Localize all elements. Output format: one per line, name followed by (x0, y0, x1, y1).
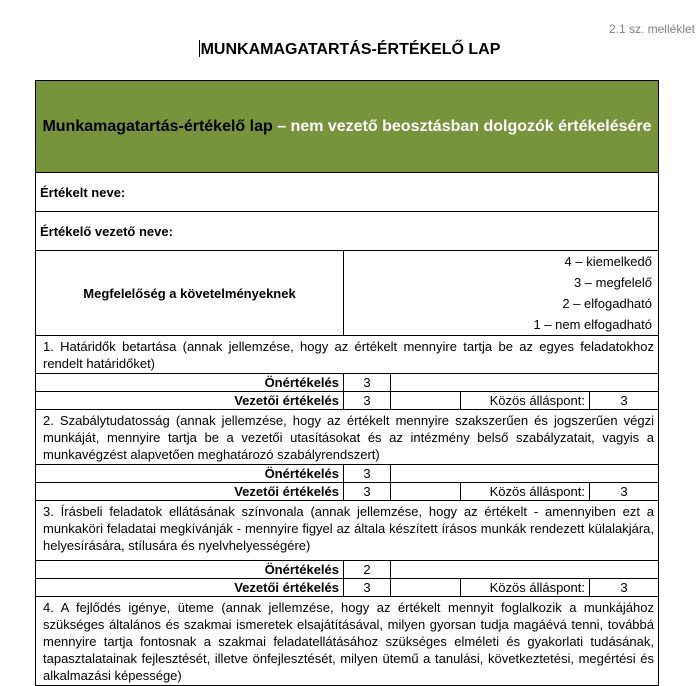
requirements-label: Megfelelőség a követelményeknek (36, 251, 344, 336)
scale-item: 4 – kiemelkedő (564, 254, 652, 269)
leader-eval-value[interactable]: 3 (344, 392, 391, 410)
self-eval-value[interactable]: 3 (344, 374, 391, 392)
evaluator-name-field[interactable]: Értékelő vezető neve: (36, 212, 659, 251)
self-eval-label: Önértékelés (36, 561, 344, 579)
document-title (0, 40, 699, 59)
criterion-2-text: 2. Szabálytudatosság (annak jellemzése, hogy az értékelt mennyire szakszerűen és jogszerűen végzi munkáját, mennyire tartja be a vezetői utasításokat és az intézmény belső szabályzatait, vagyis a munkavégzést alapvetően meghatározó szabályrendszert) (36, 410, 659, 465)
evaluation-sheet (35, 80, 658, 686)
header-lead: Munkamagatartás-értékelő lap (42, 118, 273, 135)
self-eval-value[interactable]: 3 (344, 465, 391, 483)
scale-item: 1 – nem elfogadható (533, 317, 652, 332)
annex-label: 2.1 sz. melléklet (608, 22, 695, 36)
joint-label: Közös álláspont: (461, 483, 590, 501)
document-title-text: MUNKAMAGATARTÁS-ÉRTÉKELŐ LAP (200, 41, 501, 58)
leader-eval-label: Vezetői értékelés (36, 392, 344, 410)
joint-label: Közös álláspont: (461, 579, 590, 597)
evaluation-table (35, 80, 659, 686)
leader-eval-value[interactable]: 3 (344, 579, 391, 597)
criterion-4-text: 4. A fejlődés igénye, üteme (annak jellemzése, hogy az értékelt mennyit foglalkozik a munkájához szükséges általános és szakmai ismeretek elsajátításával, milyen gyorsan tudja magáévá tenni, továbbá mennyire tartja fontosnak a szakmai feladatellátásához szükséges elméleti és gyakorlati tudásának, tapasztalatainak fejlesztését, illetve önfejlesztését, milyen ütemű a tanulási, következtetési, megértési és alkalmazási képessége) (36, 597, 659, 686)
header-rest: – nem vezető beosztásban dolgozók értékelésére (272, 118, 652, 135)
leader-eval-label: Vezetői értékelés (36, 579, 344, 597)
joint-label: Közös álláspont: (461, 392, 590, 410)
joint-value[interactable]: 3 (590, 579, 659, 597)
joint-value[interactable]: 3 (590, 392, 659, 410)
scale-item: 3 – megfelelő (573, 275, 652, 290)
empty-cell (391, 579, 461, 597)
leader-eval-label: Vezetői értékelés (36, 483, 344, 501)
empty-cell (391, 561, 659, 579)
joint-value[interactable]: 3 (590, 483, 659, 501)
empty-cell (391, 483, 461, 501)
scale-item: 2 – elfogadható (562, 296, 652, 311)
self-eval-label: Önértékelés (36, 374, 344, 392)
criterion-3-text: 3. Írásbeli feladatok ellátásának színvonala (annak jellemzése, hogy az értékelt - amennyiben ezt a munkaköri feladatai megkívánják - mennyire figyel az általa készített írásos munkák rendezett külalakjára, helyesírására, stílusára és nyelvhelyességére) (36, 501, 659, 561)
criterion-1-text: 1. Határidők betartása (annak jellemzése, hogy az értékelt mennyire tartja be az egyes feladatokhoz rendelt határidőket) (36, 336, 659, 374)
self-eval-value[interactable]: 2 (344, 561, 391, 579)
evaluated-name-field[interactable]: Értékelt neve: (36, 173, 659, 212)
leader-eval-value[interactable]: 3 (344, 483, 391, 501)
empty-cell (391, 374, 659, 392)
rating-scale (344, 251, 659, 336)
empty-cell (391, 465, 659, 483)
self-eval-label: Önértékelés (36, 465, 344, 483)
text-cursor (199, 40, 200, 57)
header-banner (36, 81, 659, 173)
empty-cell (391, 392, 461, 410)
